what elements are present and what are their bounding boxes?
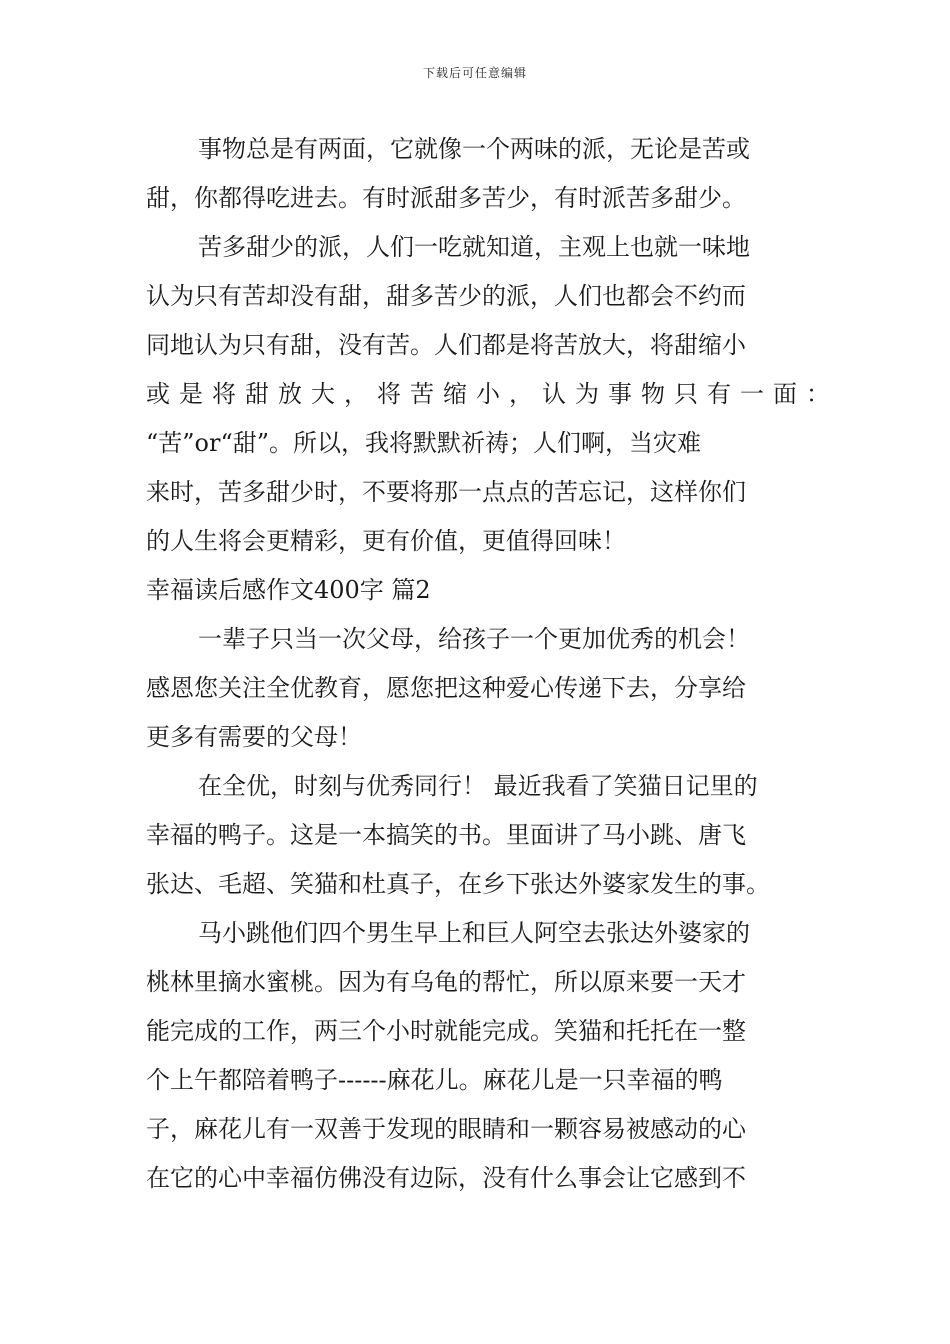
text-line: “苦”or“甜”。所以，我将默默祈祷；人们啊，当灾难 bbox=[146, 429, 701, 457]
section-title: 幸福读后感作文400字 篇2 bbox=[146, 576, 431, 604]
text-line: 或是将甜放大，将苦缩小，认为事物只有一面： bbox=[146, 380, 839, 408]
text-line: 个上午都陪着鸭子------麻花儿。麻花儿是一只幸福的鸭 bbox=[146, 1066, 723, 1094]
text-line: 事物总是有两面，它就像一个两味的派，无论是苦或 bbox=[198, 135, 750, 163]
text-line: 甜，你都得吃进去。有时派甜多苦少，有时派苦多甜少。 bbox=[146, 184, 746, 212]
text-line: 在全优，时刻与优秀同行！ 最近我看了笑猫日记里的 bbox=[198, 772, 758, 800]
text-line: 的人生将会更精彩，更有价值，更值得回味！ bbox=[146, 527, 626, 555]
text-line: 能完成的工作，两三个小时就能完成。笑猫和托托在一整 bbox=[146, 1017, 746, 1045]
text-line: 桃林里摘水蜜桃。因为有乌龟的帮忙，所以原来要一天才 bbox=[146, 968, 746, 996]
page-header-note: 下载后可任意编辑 bbox=[422, 66, 527, 80]
text-line: 马小跳他们四个男生早上和巨人阿空去张达外婆家的 bbox=[198, 919, 750, 947]
text-line: 来时，苦多甜少时，不要将那一点点的苦忘记，这样你们 bbox=[146, 478, 746, 506]
document-body bbox=[146, 125, 839, 1203]
text-line: 幸福的鸭子。这是一本搞笑的书。里面讲了马小跳、唐飞 bbox=[146, 821, 746, 849]
text-line: 张达、毛超、笑猫和杜真子，在乡下张达外婆家发生的事。 bbox=[146, 870, 770, 898]
text-line: 感恩您关注全优教育，愿您把这种爱心传递下去，分享给 bbox=[146, 674, 746, 702]
text-line: 一辈子只当一次父母，给孩子一个更加优秀的机会！ bbox=[198, 625, 750, 653]
paragraph-5 bbox=[146, 909, 806, 1203]
text-line: 同地认为只有甜，没有苦。人们都是将苦放大，将甜缩小 bbox=[146, 331, 746, 359]
paragraph-2 bbox=[146, 223, 839, 566]
paragraph-3 bbox=[146, 615, 806, 762]
paragraph-1 bbox=[146, 125, 806, 223]
text-line: 子，麻花儿有一双善于发现的眼睛和一颗容易被感动的心 bbox=[146, 1115, 746, 1143]
text-line: 更多有需要的父母！ bbox=[146, 723, 362, 751]
text-line: 苦多甜少的派，人们一吃就知道，主观上也就一味地 bbox=[198, 233, 750, 261]
text-line: 认为只有苦却没有甜，甜多苦少的派，人们也都会不约而 bbox=[146, 282, 746, 310]
paragraph-4 bbox=[146, 762, 806, 909]
text-line: 在它的心中幸福仿佛没有边际，没有什么事会让它感到不 bbox=[146, 1164, 746, 1192]
